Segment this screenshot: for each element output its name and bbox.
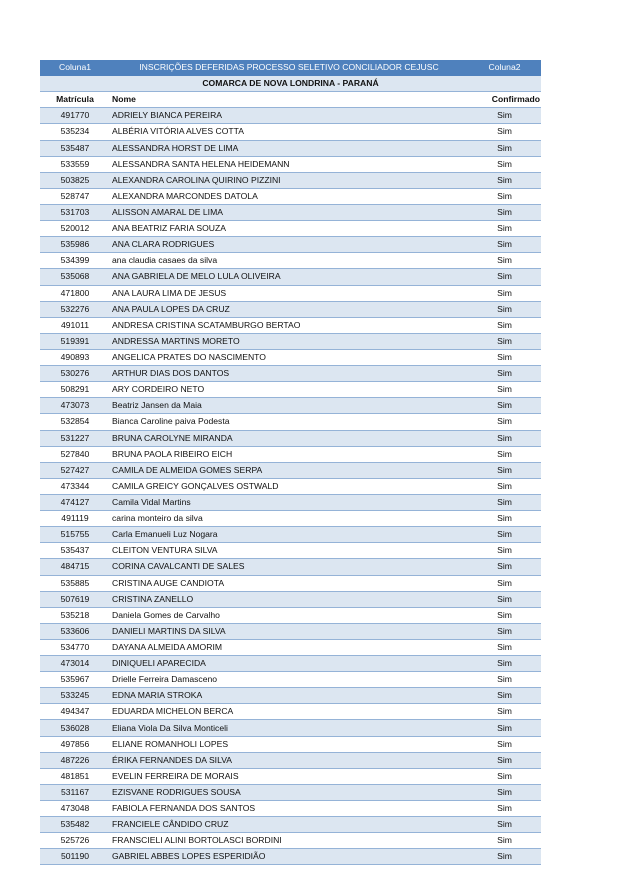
cell-confirmado: Sim [468, 639, 541, 655]
column-confirmado: Confirmado [468, 92, 541, 108]
cell-nome: Beatriz Jansen da Maia [110, 398, 468, 414]
comarca-row [40, 76, 541, 92]
cell-nome: GABRIEL ABBES LOPES ESPERIDIÃO [110, 849, 468, 865]
cell-matricula: 491770 [40, 108, 110, 124]
table-body [40, 108, 541, 865]
cell-matricula: 507619 [40, 591, 110, 607]
cell-confirmado: Sim [468, 768, 541, 784]
cell-nome: ANA GABRIELA DE MELO LULA OLIVEIRA [110, 269, 468, 285]
cell-matricula: 533245 [40, 688, 110, 704]
cell-confirmado: Sim [468, 333, 541, 349]
cell-confirmado: Sim [468, 559, 541, 575]
cell-confirmado: Sim [468, 398, 541, 414]
cell-nome: DINIQUELI APARECIDA [110, 656, 468, 672]
table-row [40, 656, 541, 672]
table-row [40, 494, 541, 510]
cell-nome: Camila Vidal Martins [110, 494, 468, 510]
cell-confirmado: Sim [468, 607, 541, 623]
cell-nome: DAYANA ALMEIDA AMORIM [110, 639, 468, 655]
table-row [40, 108, 541, 124]
table-row [40, 817, 541, 833]
cell-nome: FRANCIELE CÂNDIDO CRUZ [110, 817, 468, 833]
cell-confirmado: Sim [468, 623, 541, 639]
table-row [40, 124, 541, 140]
table-row [40, 849, 541, 865]
cell-matricula: 473014 [40, 656, 110, 672]
cell-confirmado: Sim [468, 253, 541, 269]
table-row [40, 527, 541, 543]
table-row [40, 575, 541, 591]
cell-nome: ALEXANDRA CAROLINA QUIRINO PIZZINI [110, 172, 468, 188]
cell-confirmado: Sim [468, 833, 541, 849]
table-row [40, 140, 541, 156]
cell-confirmado: Sim [468, 108, 541, 124]
cell-matricula: 532276 [40, 301, 110, 317]
table-row [40, 736, 541, 752]
cell-confirmado: Sim [468, 221, 541, 237]
cell-matricula: 530276 [40, 366, 110, 382]
cell-nome: ANDRESSA MARTINS MORETO [110, 333, 468, 349]
table-row [40, 511, 541, 527]
table-row [40, 349, 541, 365]
cell-confirmado: Sim [468, 301, 541, 317]
cell-confirmado: Sim [468, 672, 541, 688]
table-row [40, 333, 541, 349]
cell-confirmado: Sim [468, 446, 541, 462]
cell-nome: EVELIN FERREIRA DE MORAIS [110, 768, 468, 784]
cell-nome: ELIANE ROMANHOLI LOPES [110, 736, 468, 752]
cell-matricula: 534399 [40, 253, 110, 269]
cell-nome: ALISSON AMARAL DE LIMA [110, 204, 468, 220]
cell-nome: ADRIELY BIANCA PEREIRA [110, 108, 468, 124]
cell-matricula: 532854 [40, 414, 110, 430]
cell-matricula: 484715 [40, 559, 110, 575]
table-row [40, 559, 541, 575]
cell-matricula: 473073 [40, 398, 110, 414]
table-row [40, 204, 541, 220]
cell-nome: Carla Emanueli Luz Nogara [110, 527, 468, 543]
cell-confirmado: Sim [468, 188, 541, 204]
cell-nome: ALBÉRIA VITÓRIA ALVES COTTA [110, 124, 468, 140]
cell-confirmado: Sim [468, 688, 541, 704]
cell-matricula: 535885 [40, 575, 110, 591]
cell-nome: Daniela Gomes de Carvalho [110, 607, 468, 623]
cell-nome: EDUARDA MICHELON BERCA [110, 704, 468, 720]
table-row [40, 478, 541, 494]
cell-confirmado: Sim [468, 849, 541, 865]
cell-matricula: 471800 [40, 285, 110, 301]
cell-matricula: 515755 [40, 527, 110, 543]
cell-confirmado: Sim [468, 575, 541, 591]
column-nome: Nome [110, 92, 468, 108]
cell-nome: ARTHUR DIAS DOS DANTOS [110, 366, 468, 382]
cell-confirmado: Sim [468, 462, 541, 478]
spreadsheet [40, 60, 541, 865]
cell-confirmado: Sim [468, 752, 541, 768]
cell-nome: CORINA CAVALCANTI DE SALES [110, 559, 468, 575]
cell-confirmado: Sim [468, 269, 541, 285]
cell-nome: ANA BEATRIZ FARIA SOUZA [110, 221, 468, 237]
cell-matricula: 535967 [40, 672, 110, 688]
cell-nome: ANA CLARA RODRIGUES [110, 237, 468, 253]
cell-matricula: 527840 [40, 446, 110, 462]
cell-matricula: 503825 [40, 172, 110, 188]
cell-nome: EZISVANE RODRIGUES SOUSA [110, 784, 468, 800]
cell-nome: Drielle Ferreira Damasceno [110, 672, 468, 688]
cell-confirmado: Sim [468, 414, 541, 430]
table-row [40, 156, 541, 172]
table-row [40, 269, 541, 285]
cell-nome: ALESSANDRA HORST DE LIMA [110, 140, 468, 156]
cell-confirmado: Sim [468, 430, 541, 446]
cell-nome: ANA PAULA LOPES DA CRUZ [110, 301, 468, 317]
cell-nome: BRUNA CAROLYNE MIRANDA [110, 430, 468, 446]
table-row [40, 720, 541, 736]
cell-confirmado: Sim [468, 656, 541, 672]
cell-matricula: 473048 [40, 801, 110, 817]
table-row [40, 285, 541, 301]
cell-matricula: 473344 [40, 478, 110, 494]
cell-matricula: 491119 [40, 511, 110, 527]
cell-matricula: 533606 [40, 623, 110, 639]
cell-matricula: 490893 [40, 349, 110, 365]
table-row [40, 688, 541, 704]
cell-nome: CAMILA DE ALMEIDA GOMES SERPA [110, 462, 468, 478]
cell-confirmado: Sim [468, 591, 541, 607]
cell-matricula: 501190 [40, 849, 110, 865]
cell-matricula: 508291 [40, 382, 110, 398]
table-row [40, 801, 541, 817]
cell-nome: CLEITON VENTURA SILVA [110, 543, 468, 559]
cell-confirmado: Sim [468, 801, 541, 817]
column-header-row [40, 92, 541, 108]
cell-nome: ÉRIKA FERNANDES DA SILVA [110, 752, 468, 768]
cell-confirmado: Sim [468, 204, 541, 220]
cell-confirmado: Sim [468, 237, 541, 253]
cell-matricula: 481851 [40, 768, 110, 784]
cell-confirmado: Sim [468, 172, 541, 188]
cell-nome: Eliana Viola Da Silva Monticeli [110, 720, 468, 736]
cell-confirmado: Sim [468, 543, 541, 559]
cell-nome: ana claudia casaes da silva [110, 253, 468, 269]
comarca-label: COMARCA DE NOVA LONDRINA - PARANÁ [40, 76, 541, 92]
table-row [40, 462, 541, 478]
table-row [40, 752, 541, 768]
table-row [40, 366, 541, 382]
cell-matricula: 535986 [40, 237, 110, 253]
cell-confirmado: Sim [468, 494, 541, 510]
cell-nome: Bianca Caroline paiva Podesta [110, 414, 468, 430]
cell-matricula: 474127 [40, 494, 110, 510]
table-row [40, 591, 541, 607]
cell-matricula: 520012 [40, 221, 110, 237]
table-row [40, 446, 541, 462]
header-title: INSCRIÇÕES DEFERIDAS PROCESSO SELETIVO CONCILIADOR CEJUSC [110, 60, 468, 76]
cell-confirmado: Sim [468, 704, 541, 720]
cell-confirmado: Sim [468, 366, 541, 382]
cell-nome: carina monteiro da silva [110, 511, 468, 527]
header-coluna2: Coluna2 [468, 60, 541, 76]
cell-nome: FABIOLA FERNANDA DOS SANTOS [110, 801, 468, 817]
cell-confirmado: Sim [468, 156, 541, 172]
table-row [40, 833, 541, 849]
table-row [40, 188, 541, 204]
cell-nome: ALESSANDRA SANTA HELENA HEIDEMANN [110, 156, 468, 172]
cell-matricula: 533559 [40, 156, 110, 172]
cell-nome: BRUNA PAOLA RIBEIRO EICH [110, 446, 468, 462]
table-row [40, 607, 541, 623]
table-row [40, 623, 541, 639]
cell-nome: CRISTINA AUGE CANDIOTA [110, 575, 468, 591]
cell-matricula: 527427 [40, 462, 110, 478]
cell-matricula: 531703 [40, 204, 110, 220]
cell-matricula: 534770 [40, 639, 110, 655]
cell-nome: ANGELICA PRATES DO NASCIMENTO [110, 349, 468, 365]
cell-matricula: 519391 [40, 333, 110, 349]
cell-matricula: 535437 [40, 543, 110, 559]
cell-matricula: 535234 [40, 124, 110, 140]
cell-matricula: 494347 [40, 704, 110, 720]
cell-matricula: 536028 [40, 720, 110, 736]
cell-confirmado: Sim [468, 317, 541, 333]
cell-confirmado: Sim [468, 527, 541, 543]
cell-nome: EDNA MARIA STROKA [110, 688, 468, 704]
table-row [40, 382, 541, 398]
cell-confirmado: Sim [468, 285, 541, 301]
cell-nome: CAMILA GREICY GONÇALVES OSTWALD [110, 478, 468, 494]
cell-confirmado: Sim [468, 720, 541, 736]
cell-confirmado: Sim [468, 349, 541, 365]
header-row [40, 60, 541, 76]
cell-nome: ANDRESA CRISTINA SCATAMBURGO BERTAO [110, 317, 468, 333]
table-row [40, 784, 541, 800]
cell-confirmado: Sim [468, 511, 541, 527]
table-row [40, 639, 541, 655]
table-row [40, 768, 541, 784]
cell-matricula: 535487 [40, 140, 110, 156]
table-row [40, 430, 541, 446]
cell-confirmado: Sim [468, 478, 541, 494]
cell-confirmado: Sim [468, 817, 541, 833]
cell-matricula: 535068 [40, 269, 110, 285]
table-row [40, 672, 541, 688]
cell-nome: ANA LAURA LIMA DE JESUS [110, 285, 468, 301]
cell-matricula: 525726 [40, 833, 110, 849]
cell-confirmado: Sim [468, 736, 541, 752]
cell-matricula: 491011 [40, 317, 110, 333]
cell-nome: DANIELI MARTINS DA SILVA [110, 623, 468, 639]
cell-matricula: 497856 [40, 736, 110, 752]
cell-matricula: 535482 [40, 817, 110, 833]
table-row [40, 398, 541, 414]
table-row [40, 301, 541, 317]
table-row [40, 172, 541, 188]
cell-matricula: 531227 [40, 430, 110, 446]
table-row [40, 317, 541, 333]
table-row [40, 543, 541, 559]
cell-confirmado: Sim [468, 124, 541, 140]
column-matricula: Matrícula [40, 92, 110, 108]
cell-nome: ALEXANDRA MARCONDES DATOLA [110, 188, 468, 204]
table-row [40, 221, 541, 237]
cell-matricula: 487226 [40, 752, 110, 768]
table-row [40, 704, 541, 720]
cell-nome: ARY CORDEIRO NETO [110, 382, 468, 398]
cell-matricula: 531167 [40, 784, 110, 800]
cell-confirmado: Sim [468, 382, 541, 398]
cell-nome: FRANSCIELI ALINI BORTOLASCI BORDINI [110, 833, 468, 849]
table-row [40, 253, 541, 269]
table-row [40, 237, 541, 253]
cell-confirmado: Sim [468, 784, 541, 800]
header-coluna1: Coluna1 [40, 60, 110, 76]
cell-matricula: 535218 [40, 607, 110, 623]
cell-matricula: 528747 [40, 188, 110, 204]
inscricoes-table [40, 60, 541, 865]
cell-nome: CRISTINA ZANELLO [110, 591, 468, 607]
table-row [40, 414, 541, 430]
cell-confirmado: Sim [468, 140, 541, 156]
